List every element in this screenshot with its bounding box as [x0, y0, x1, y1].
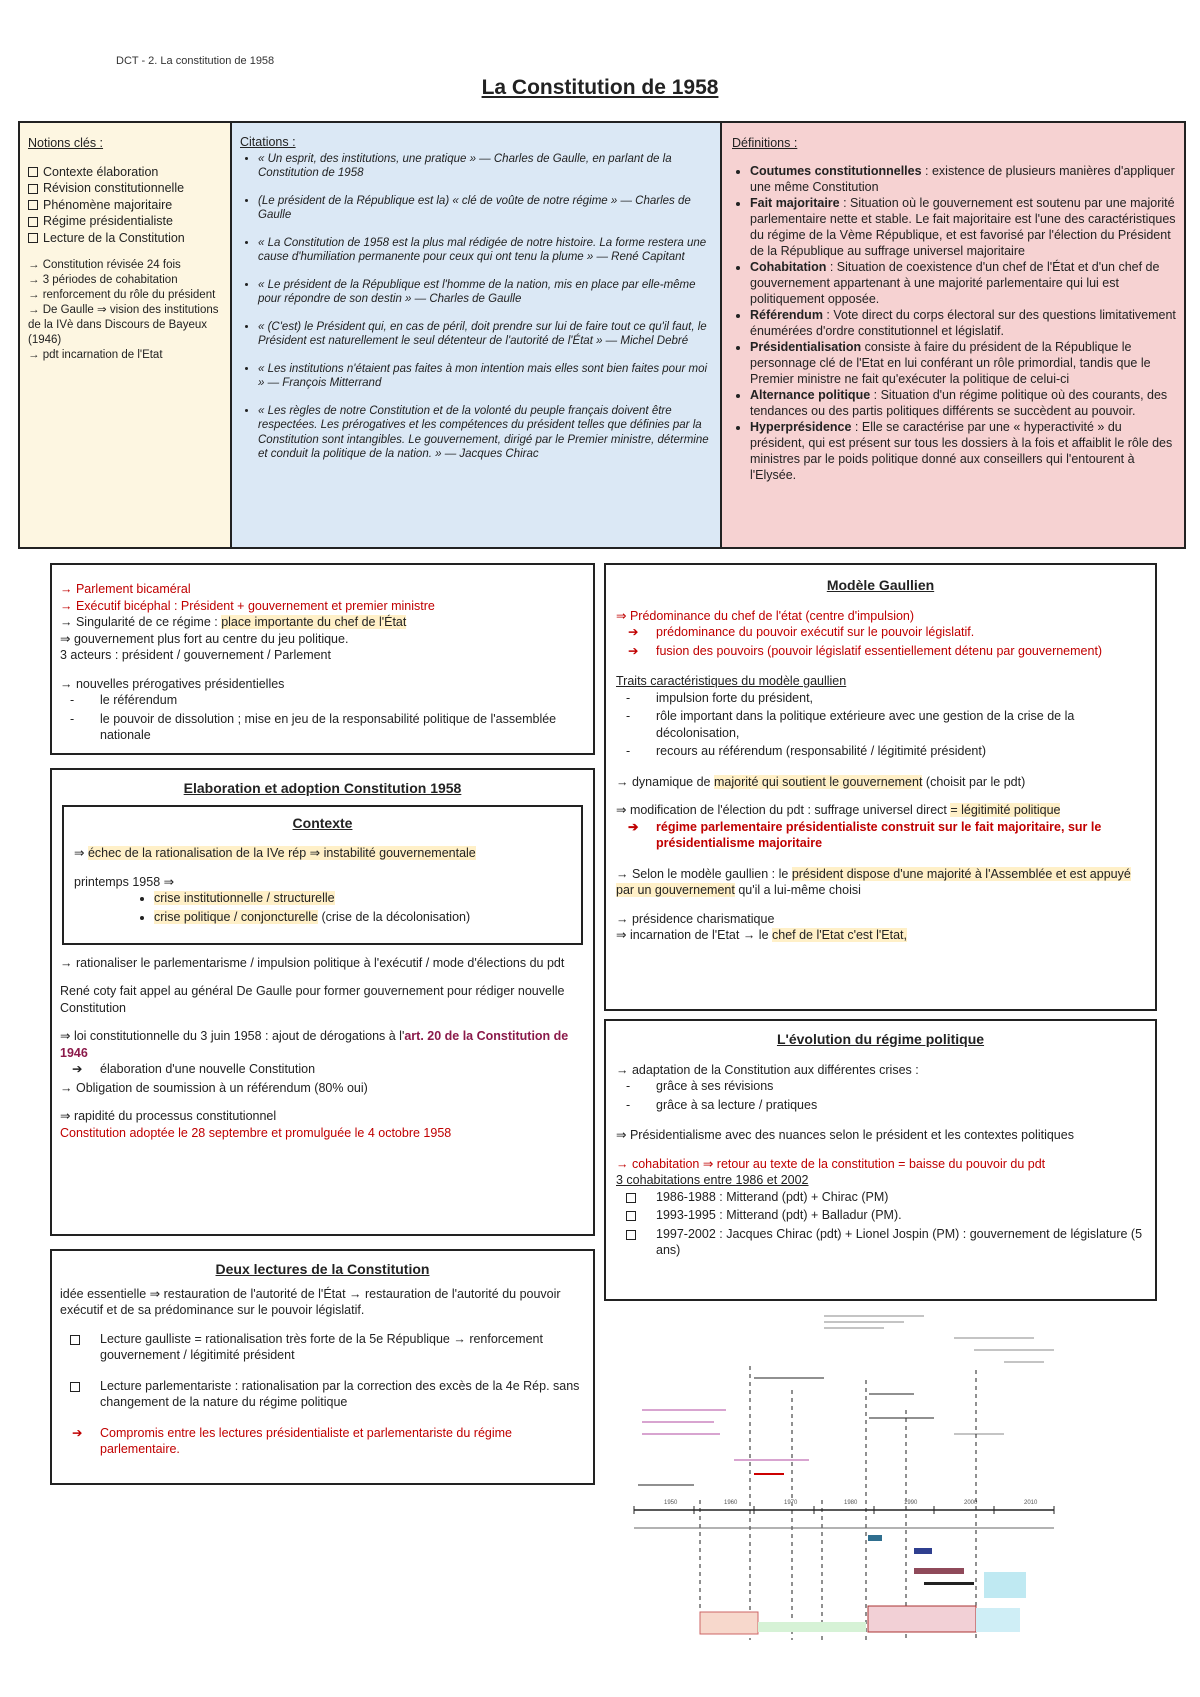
cohabitations-list [616, 1189, 1145, 1259]
text-line: René coty fait appel au général De Gaulle pour former gouvernement pour rédiger nouvelle Constitution [60, 984, 565, 1015]
list-item: - rôle important dans la politique extérieure avec une gestion de la crise de la décolonisation, [656, 708, 1145, 741]
list-item: • crise institutionnelle / structurelle [154, 890, 571, 907]
citation-item: • « Le président de la République est l'homme de la nation, mis en place par elle-même pour répondre de son destin » — Charles de Gaulle [258, 278, 712, 307]
list-item: Lecture parlementariste : rationalisation par la correction des excès de la 4e Rép. sans changement de la nature du régime politique [100, 1378, 585, 1411]
list-item: - le pouvoir de dissolution ; mise en jeu de la responsabilité politique de l'assemblée nationale [100, 711, 585, 744]
timeline-tick: 2010 [1024, 1500, 1038, 1506]
gaullien-box [604, 563, 1157, 1011]
note-line: → 3 périodes de cohabitation [28, 274, 178, 286]
notions-heading: Notions clés : [28, 136, 104, 150]
text-line: 3 cohabitations entre 1986 et 2002 [616, 1173, 809, 1187]
definitions-column [722, 123, 1184, 547]
checkbox-icon [28, 217, 38, 227]
list-item: - grâce à sa lecture / pratiques [656, 1097, 1145, 1114]
crises-list [74, 890, 571, 925]
citation-item: • « Les règles de notre Constitution et de la volonté du peuple français doivent être respectées. Les prérogatives et les compétences du président telles que définies par la Constitution sont intangibles. Le gouvernement, dirigé par le Premier ministre, détermine et conduit la politique de la nation. » — Jacques Chirac [258, 404, 712, 462]
text-line: → Exécutif bicéphal : Président + gouvernement et premier ministre [60, 598, 435, 613]
text-line: ⇒ loi constitutionnelle du 3 juin 1958 : ajout de dérogations à l'art. 20 de la Constitution de 1946 [60, 1029, 569, 1060]
timeline-figure [624, 1310, 1064, 1650]
text-line: → rationaliser le parlementarisme / impulsion politique à l'exécutif / mode d'élections du pdt [60, 955, 565, 970]
list-item: Lecture gaulliste = rationalisation très forte de la 5e République → renforcement gouvernement / légitimité président [100, 1331, 585, 1364]
checkbox-icon [28, 184, 38, 194]
lectures-list [60, 1331, 585, 1364]
traits-heading: Traits caractéristiques du modèle gaullien [616, 674, 847, 688]
text-line: → présidence charismatique [616, 911, 775, 926]
timeline-tick: 1990 [904, 1500, 918, 1506]
text-line: idée essentielle ⇒ restauration de l'autorité de l'État → restauration de l'autorité du pouvoir exécutif et de sa prédominance sur le pouvoir législatif. [60, 1286, 561, 1317]
parlement-box [50, 563, 595, 755]
summary-box [18, 121, 1186, 549]
definition-item: • Fait majoritaire : Situation où le gouvernement est soutenu par une majorité parlementaire nette et stable. Le fait majoritaire est l'une des caractéristiques du régime de la Vème République, et est favorisé par l'élection du Président de la République au suffrage universel majoritaire [750, 195, 1176, 259]
note-line: → pdt incarnation de l'Etat [28, 349, 163, 361]
text-line: → Singularité de ce régime : place importante du chef de l'État [60, 615, 407, 629]
text-line: ⇒ incarnation de l'Etat → le chef de l'Etat c'est l'Etat, [616, 928, 908, 942]
citation-item: • « Les institutions n'étaient pas faites à mon intention mais elles sont bien faites pour moi » — François Mitterrand [258, 362, 712, 391]
note-line: → renforcement du rôle du président [28, 289, 216, 301]
lectures-list [60, 1378, 585, 1411]
note-line: → De Gaulle ⇒ vision des institutions de la IVè dans Discours de Bayeux (1946) [28, 304, 219, 346]
text-line: ⇒ Prédominance du chef de l'état (centre d'impulsion) [616, 608, 915, 623]
notion-item: Lecture de la Constitution [28, 230, 222, 247]
definition-item: • Cohabitation : Situation de coexistence d'un chef de l'État et d'un chef de gouvernement appartenant à une majorité parlementaire qui lui est politiquement opposée. [750, 259, 1176, 307]
citations-list [240, 152, 712, 462]
text-line: → adaptation de la Constitution aux différentes crises : [616, 1062, 919, 1077]
timeline-tick: 1950 [664, 1500, 678, 1506]
text-line: Constitution adoptée le 28 septembre et promulguée le 4 octobre 1958 [60, 1125, 452, 1140]
notion-item: Révision constitutionnelle [28, 180, 222, 197]
citation-item: • « Un esprit, des institutions, une pratique » — Charles de Gaulle, en parlant de la Constitution de 1958 [258, 152, 712, 181]
text-line: → Selon le modèle gaullien : le président dispose d'une majorité à l'Assemblée et est appuyé par un gouvernement qu'il a lui-même choisi [616, 866, 1131, 897]
traits-list [616, 690, 1145, 760]
notions-notes [28, 258, 222, 363]
definition-item: • Présidentialisation consiste à faire du président de la République le personnage clé de l'Etat en lui conférant un rôle primordial, tandis que le Premier ministre ne fait qu'exécuter la politique de celui-ci [750, 339, 1176, 387]
text-line: → Parlement bicaméral [60, 582, 191, 596]
definition-item: • Alternance politique : Situation d'un régime politique où des courants, des tendances ou des partis politiques différents se succèdent au pouvoir. [750, 387, 1176, 419]
notion-item: Contexte élaboration [28, 164, 222, 181]
notion-item: Phénomène majoritaire [28, 197, 222, 214]
notions-list [28, 164, 222, 247]
page-header: DCT - 2. La constitution de 1958 [116, 55, 275, 67]
timeline-tick: 2000 [964, 1500, 978, 1506]
elaboration-box [50, 768, 595, 1236]
page-title: La Constitution de 1958 [481, 76, 719, 99]
list-item: • crise politique / conjoncturelle (crise de la décolonisation) [154, 909, 571, 926]
arrow-list [616, 624, 1145, 659]
arrow-list [60, 1425, 585, 1458]
prerogatives-list [60, 692, 585, 744]
text-line: → dynamique de majorité qui soutient le gouvernement (choisit par le pdt) [616, 774, 1026, 789]
definitions-list [732, 163, 1176, 483]
citations-column [232, 123, 722, 547]
definition-item: • Référendum : Vote direct du corps électoral sur des questions limitativement énumérées d'ordre constitutionnel et législatif. [750, 307, 1176, 339]
text-line: 3 acteurs : président / gouvernement / Parlement [60, 648, 331, 662]
section-heading: Contexte [292, 814, 353, 831]
list-item: - le référendum [100, 692, 585, 709]
notions-column [20, 123, 232, 547]
definition-item: • Hyperprésidence : Elle se caractérise par une « hyperactivité » du président, qui est présent sur tous les dossiers à la fois et affaiblit le rôle des ministres par le poids politique donné aux conseillers qui l'entourent à l'Elysée. [750, 419, 1176, 483]
citation-item: • « La Constitution de 1958 est la plus mal rédigée de notre histoire. La forme restera une cause d'humiliation permanente pour ceux qui ont tenu la plume » — René Capitant [258, 236, 712, 265]
timeline-tick: 1980 [844, 1500, 858, 1506]
list-item: 1993-1995 : Mitterand (pdt) + Balladur (PM). [656, 1207, 1145, 1224]
section-heading: Elaboration et adoption Constitution 1958 [183, 780, 462, 796]
list-item: ➔ Compromis entre les lectures présidentialiste et parlementariste du régime parlementaire. [100, 1425, 585, 1458]
section-heading: L'évolution du régime politique [776, 1031, 985, 1047]
definitions-heading: Définitions : [732, 136, 798, 150]
section-heading: Modèle Gaullien [826, 577, 935, 593]
list-item: 1986-1988 : Mitterand (pdt) + Chirac (PM) [656, 1189, 1145, 1206]
text-line: → cohabitation ⇒ retour au texte de la constitution = baisse du pouvoir du pdt [616, 1156, 1046, 1171]
definition-item: • Coutumes constitutionnelles : existence de plusieurs manières d'appliquer une même Constitution [750, 163, 1176, 195]
text-line: → nouvelles prérogatives présidentielles [60, 676, 285, 691]
text-line: ⇒ modification de l'élection du pdt : suffrage universel direct = légitimité politique [616, 803, 1061, 817]
list-item: - impulsion forte du président, [656, 690, 1145, 707]
lectures-box [50, 1249, 595, 1485]
text-line: ⇒ Présidentialisme avec des nuances selon le président et les contextes politiques [616, 1128, 1074, 1142]
evolution-box [604, 1019, 1157, 1301]
citation-item: • (Le président de la République est la) « clé de voûte de notre régime » — Charles de Gaulle [258, 194, 712, 223]
section-heading: Deux lectures de la Constitution [215, 1261, 430, 1277]
checkbox-icon [28, 200, 38, 210]
list-item: ➔ élaboration d'une nouvelle Constitution [100, 1061, 585, 1078]
citations-heading: Citations : [240, 135, 296, 149]
list-item: ➔ prédominance du pouvoir exécutif sur le pouvoir législatif. [656, 624, 1145, 641]
checkbox-icon [28, 167, 38, 177]
contexte-box [62, 805, 583, 945]
list-item: ➔ régime parlementaire présidentialiste construit sur le fait majoritaire, sur le présidentialisme majoritaire [656, 819, 1145, 852]
arrow-list [60, 1061, 585, 1078]
arrow-list [616, 819, 1145, 852]
timeline-tick: 1970 [784, 1500, 798, 1506]
timeline-tick: 1960 [724, 1500, 738, 1506]
text-line: ⇒ rapidité du processus constitutionnel [60, 1109, 277, 1123]
list-item: - grâce à ses révisions [656, 1078, 1145, 1095]
notion-item: Régime présidentialiste [28, 213, 222, 230]
text-line: → Obligation de soumission à un référendum (80% oui) [60, 1080, 368, 1095]
text-line: ⇒ gouvernement plus fort au centre du jeu politique. [60, 631, 349, 646]
note-line: → Constitution révisée 24 fois [28, 259, 181, 271]
text-line: printemps 1958 ⇒ [74, 874, 175, 889]
adaptation-list [616, 1078, 1145, 1113]
list-item: ➔ fusion des pouvoirs (pouvoir législatif essentiellement détenu par gouvernement) [656, 643, 1145, 660]
checkbox-icon [28, 233, 38, 243]
text-line: ⇒ échec de la rationalisation de la IVe rép ⇒ instabilité gouvernementale [74, 846, 476, 860]
list-item: - recours au référendum (responsabilité / légitimité président) [656, 743, 1145, 760]
citation-item: • « (C'est) le Président qui, en cas de péril, doit prendre sur lui de faire tout ce qu'il faut, le Président est naturellement le seul détenteur de l'autorité de l'État » — Michel Debré [258, 320, 712, 349]
list-item: 1997-2002 : Jacques Chirac (pdt) + Lionel Jospin (PM) : gouvernement de législature (5 ans) [656, 1226, 1145, 1259]
